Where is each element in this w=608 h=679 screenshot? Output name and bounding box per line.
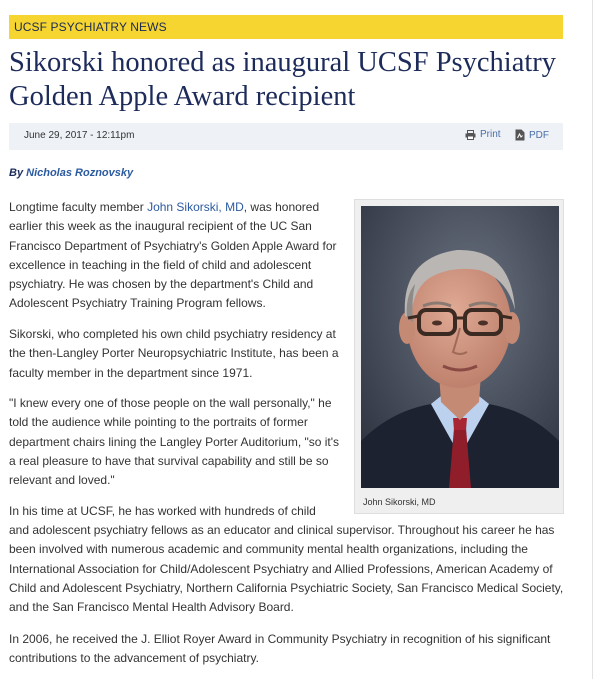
- paragraph-4-line-1: In his time at UCSF, he has worked with hundreds of child: [9, 504, 316, 518]
- page-divider: [592, 0, 593, 679]
- person-link[interactable]: John Sikorski, MD: [147, 200, 244, 214]
- print-link[interactable]: [465, 129, 501, 140]
- pdf-file-icon: [515, 129, 525, 141]
- article-meta-bar: [9, 123, 563, 150]
- byline-prefix: By: [9, 167, 24, 179]
- portrait-photo: [361, 206, 559, 488]
- author-link[interactable]: Nicholas Roznovsky: [26, 167, 134, 179]
- section-label: UCSF PSYCHIATRY NEWS: [14, 20, 167, 34]
- paragraph-5: In 2006, he received the J. Elliot Royer Award in Community Psychiatry in recognition of his significant contributions to the advancement of psychiatry.: [9, 632, 551, 666]
- printer-icon: [465, 130, 476, 140]
- portrait-illustration: [361, 206, 559, 488]
- paragraph-3: "I knew every one of those people on the wall personally," he told the audience while pointing to the portraits of former department chairs lining the Langley Porter Auditorium, "so it's a real pleasure to have that survival capability and still be so relevant and loved.": [9, 396, 340, 488]
- pdf-link[interactable]: [515, 129, 549, 141]
- figure-caption: John Sikorski, MD: [363, 497, 436, 507]
- section-banner[interactable]: [9, 15, 563, 39]
- article-headline: Sikorski honored as inaugural UCSF Psychiatry Golden Apple Award recipient: [9, 47, 557, 112]
- paragraph-2: Sikorski, who completed his own child psychiatry residency at the then-Langley Porter Neuropsychiatric Institute, has been a faculty member in the department since 1971.: [9, 327, 339, 380]
- paragraph-1: [9, 198, 347, 314]
- publish-date: June 29, 2017 - 12:11pm: [24, 130, 135, 141]
- portrait-figure: [354, 199, 564, 514]
- paragraph-4: and adolescent psychiatry fellows as an educator and clinical supervisor. Throughout his career he has been involved with numerous academic and community mental health organizations, including the International Association for Child/Adolescent Psychiatry and Allied Professions, American Academy of Child and Adolescent Psychiatry, Northern California Psychiatric Society, San Francisco Medical Society, and the San Francisco Mental Health Advisory Board.: [9, 523, 564, 615]
- byline: [9, 167, 133, 179]
- print-label: Print: [480, 129, 501, 140]
- paragraph-1-text: , was honored earlier this week as the inaugural recipient of the UC San Francisco Department of Psychiatry's Golden Apple Award for excellence in teaching in the field of child and adolescent psychiatry. He was chosen by the department's Child and Adolescent Psychiatry Training Program fellows.: [9, 200, 337, 311]
- paragraph-1-intro: Longtime faculty member: [9, 200, 148, 214]
- pdf-label: PDF: [529, 129, 549, 141]
